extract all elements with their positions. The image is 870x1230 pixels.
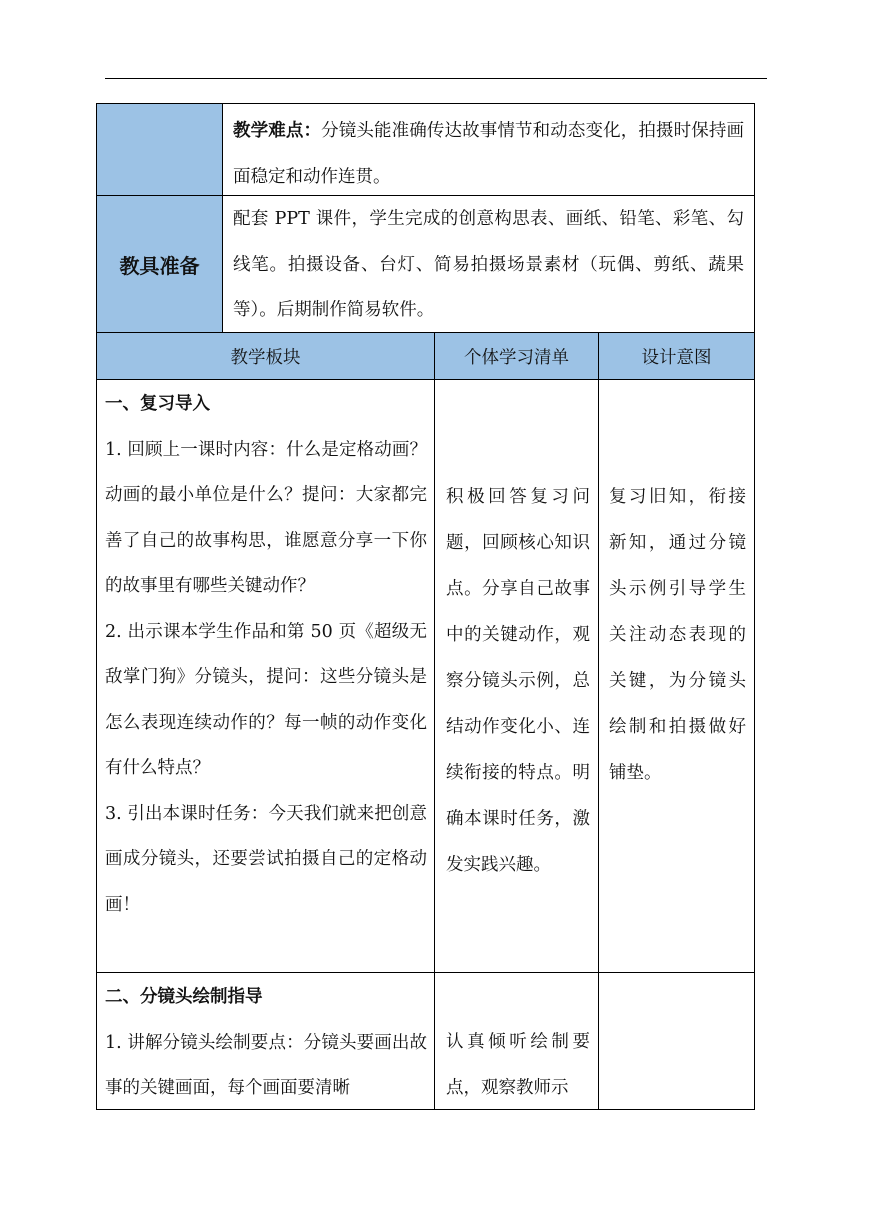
materials-content-cell [222,195,755,332]
header-col-intent-label: 设计意图 [641,347,712,368]
header-col-module [96,332,434,379]
section2-study-cell [434,972,598,1110]
section1-study-cell [434,379,598,972]
section2-module-cell [96,972,434,1110]
difficulty-label-cell [96,103,222,195]
header-col-study [434,332,598,379]
section1-item-1: 1. 回顾上一课时内容：什么是定格动画？动画的最小单位是什么？提问：大家都完善了自己的故事构思，谁愿意分享一下你的故事里有哪些关键动作？ [105,439,427,596]
section1-study-text: 积极回答复习问题，回顾核心知识点。分享自己故事中的关键动作，观察分镜头示例，总结动作变化小、连续衔接的特点。明确本课时任务，激发实践兴趣。 [446,487,590,875]
section2-item-1: 1. 讲解分镜头绘制要点：分镜头要画出故事的关键画面，每个画面要清晰 [105,1032,427,1098]
section1-intent-cell [598,379,755,972]
difficulty-paragraph [233,109,744,200]
header-col-study-label: 个体学习清单 [464,347,569,368]
difficulty-label: 教学难点： [233,121,322,141]
section1-title: 一、复习导入 [105,394,210,414]
materials-heading-cell [96,195,222,332]
section1-module-cell [96,379,434,972]
header-col-module-label: 教学板块 [230,347,301,368]
section2-study-text: 认真倾听绘制要点，观察教师示 [446,1032,590,1098]
section1-item-2: 2. 出示课本学生作品和第 50 页《超级无敌掌门狗》分镜头，提问：这些分镜头是怎么表现连续动作的？每一帧的动作变化有什么特点？ [105,621,427,778]
difficulty-text: 分镜头能准确传达故事情节和动态变化，拍摄时保持画面稳定和动作连贯。 [233,121,744,187]
difficulty-content-cell [222,103,755,195]
materials-text: 配套 PPT 课件，学生完成的创意构思表、画纸、铅笔、彩笔、勾线笔。拍摄设备、台灯、简易拍摄场景素材（玩偶、剪纸、蔬果等）。后期制作简易软件。 [233,209,744,320]
header-col-intent [598,332,755,379]
section1-intent-text: 复习旧知，衔接新知，通过分镜头示例引导学生关注动态表现的关键，为分镜头绘制和拍摄做好铺垫。 [609,487,746,783]
materials-heading: 教具准备 [119,253,200,278]
section2-title: 二、分镜头绘制指导 [105,987,263,1007]
header-rule [105,78,767,79]
section2-intent-cell [598,972,755,1110]
section1-item-3: 3. 引出本课时任务：今天我们就来把创意画成分镜头，还要尝试拍摄自己的定格动画！ [105,803,427,915]
